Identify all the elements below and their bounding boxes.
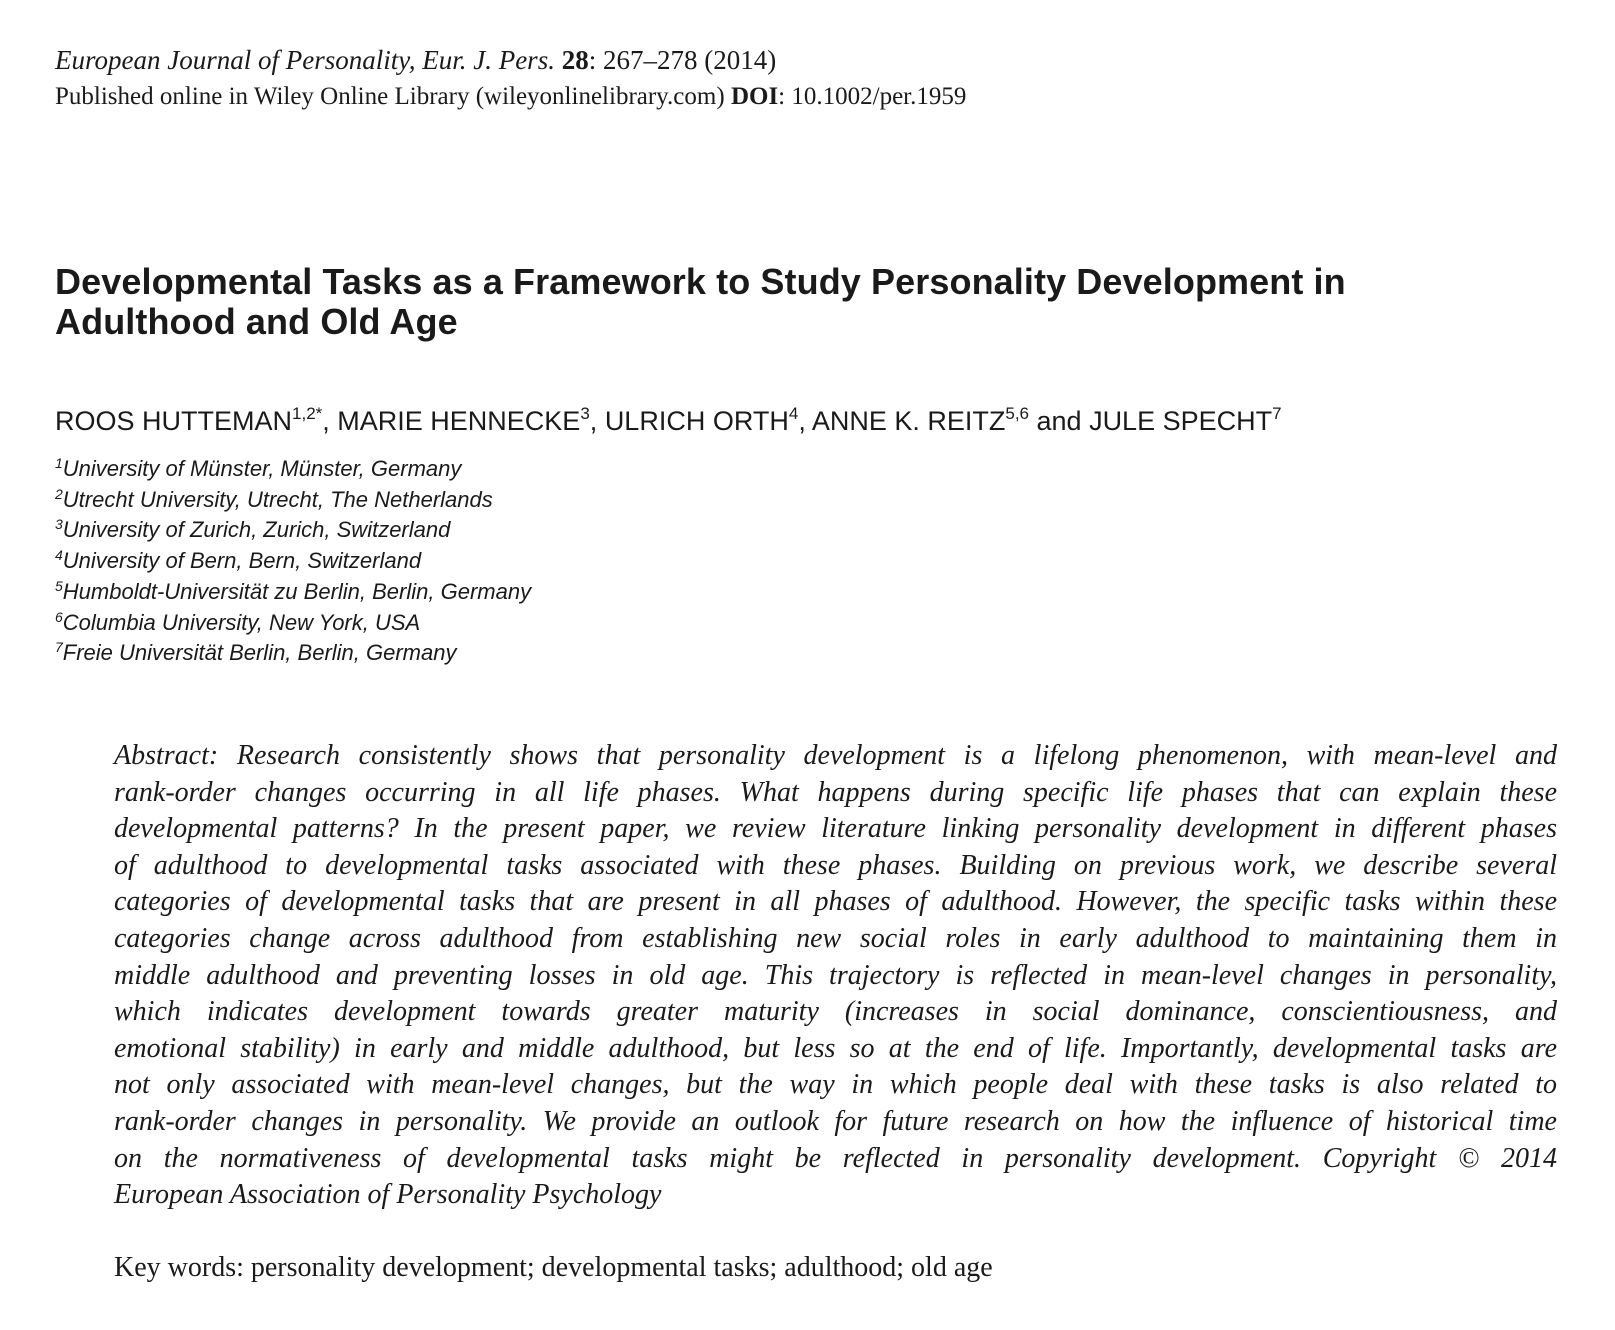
abstract bbox=[114, 738, 1557, 1214]
journal-volume: 28 bbox=[561, 45, 589, 75]
affiliation-number: 7 bbox=[55, 639, 63, 656]
paper-title bbox=[55, 262, 1555, 342]
author-name: ANNE K. REITZ bbox=[811, 406, 1006, 436]
author-affiliation-marker: 5,6 bbox=[1005, 404, 1029, 423]
doi-value: : 10.1002/per.1959 bbox=[778, 83, 967, 110]
abstract-line: rank-order changes occurring in all life phases. What happens during specific life phases that can explain these bbox=[114, 776, 1557, 808]
author-affiliation-marker: 1,2* bbox=[292, 404, 323, 423]
abstract-line: emotional stability) in early and middle adulthood, but less so at the end of life. Importantly, developmental tasks are bbox=[114, 1032, 1557, 1064]
journal-name: European Journal of Personality, bbox=[55, 45, 416, 75]
abstract-line: European Association of Personality Psychology bbox=[114, 1179, 662, 1211]
affiliation-item bbox=[55, 638, 531, 669]
author-name: JULE SPECHT bbox=[1089, 406, 1273, 436]
affiliation-text: University of Münster, Münster, Germany bbox=[62, 456, 462, 481]
affiliation-item bbox=[55, 577, 531, 608]
published-online-text: Published online in Wiley Online Library (wileyonlinelibrary.com) bbox=[55, 83, 725, 110]
paper-title-line-1: Developmental Tasks as a Framework to Study Personality Development in bbox=[55, 261, 1346, 302]
affiliation-text: University of Zurich, Zurich, Switzerland bbox=[62, 517, 451, 543]
abstract-line: rank-order changes in personality. We provide an outlook for future research on how the influence of historical time bbox=[114, 1105, 1557, 1137]
affiliation-number: 4 bbox=[55, 547, 63, 564]
affiliation-number: 1 bbox=[55, 455, 63, 471]
affiliation-text: Humboldt-Universität zu Berlin, Berlin, Germany bbox=[62, 578, 532, 604]
abstract-line: Abstract: Research consistently shows that personality development is a lifelong phenomenon, with mean-level and bbox=[114, 740, 1557, 771]
abstract-line: developmental patterns? In the present paper, we review literature linking personality development in different phases bbox=[114, 813, 1557, 845]
affiliation-item bbox=[55, 454, 531, 485]
affiliation-number: 2 bbox=[55, 485, 63, 502]
affiliation-item bbox=[55, 515, 531, 546]
author-separator: and bbox=[1029, 406, 1090, 436]
abstract-line: on the normativeness of developmental tasks might be reflected in personality development. Copyright © 2014 bbox=[114, 1142, 1557, 1174]
paper-title-line-2: Adulthood and Old Age bbox=[55, 301, 458, 342]
journal-pages-year: : 267–278 (2014) bbox=[588, 45, 777, 75]
journal-citation bbox=[55, 42, 776, 78]
author-list bbox=[55, 404, 1282, 438]
affiliation-item bbox=[55, 485, 531, 516]
abstract-line: which indicates development towards greater maturity (increases in social dominance, conscientiousness, and bbox=[114, 996, 1557, 1028]
abstract-line: of adulthood to developmental tasks associated with these phases. Building on previous work, we describe several bbox=[114, 849, 1557, 881]
doi-label: DOI bbox=[730, 83, 779, 110]
author-separator: , bbox=[798, 406, 812, 436]
author-affiliation-marker: 4 bbox=[788, 404, 799, 423]
abstract-line: middle adulthood and preventing losses in old age. This trajectory is reflected in mean-level changes in personality, bbox=[114, 959, 1557, 991]
keywords: Key words: personality development; developmental tasks; adulthood; old age bbox=[114, 1252, 993, 1283]
author-name: MARIE HENNECKE bbox=[337, 406, 581, 436]
journal-abbrev: Eur. J. Pers. bbox=[422, 45, 555, 75]
affiliation-number: 6 bbox=[55, 608, 63, 625]
author-separator: , bbox=[322, 406, 338, 436]
abstract-line: categories of developmental tasks that are present in all phases of adulthood. However, the specific tasks within these bbox=[114, 886, 1557, 918]
author-affiliation-marker: 7 bbox=[1272, 404, 1282, 423]
author-affiliation-marker: 3 bbox=[580, 404, 590, 423]
author-name: ULRICH ORTH bbox=[604, 406, 789, 436]
affiliation-text: Freie Universität Berlin, Berlin, Germany bbox=[62, 640, 457, 666]
affiliation-list bbox=[55, 454, 531, 669]
affiliation-item bbox=[55, 546, 531, 577]
publication-info bbox=[55, 80, 966, 114]
affiliation-item bbox=[55, 608, 531, 639]
affiliation-text: University of Bern, Bern, Switzerland bbox=[62, 548, 422, 574]
author-name: ROOS HUTTEMAN bbox=[55, 406, 293, 436]
abstract-line: categories change across adulthood from establishing new social roles in early adulthood to maintaining them in bbox=[114, 922, 1557, 954]
affiliation-text: Utrecht University, Utrecht, The Netherlands bbox=[62, 486, 493, 512]
affiliation-number: 3 bbox=[55, 516, 63, 533]
author-separator: , bbox=[589, 406, 605, 436]
affiliation-number: 5 bbox=[55, 577, 63, 594]
abstract-line: not only associated with mean-level changes, but the way in which people deal with these tasks is also related to bbox=[114, 1069, 1557, 1101]
affiliation-text: Columbia University, New York, USA bbox=[62, 609, 421, 635]
